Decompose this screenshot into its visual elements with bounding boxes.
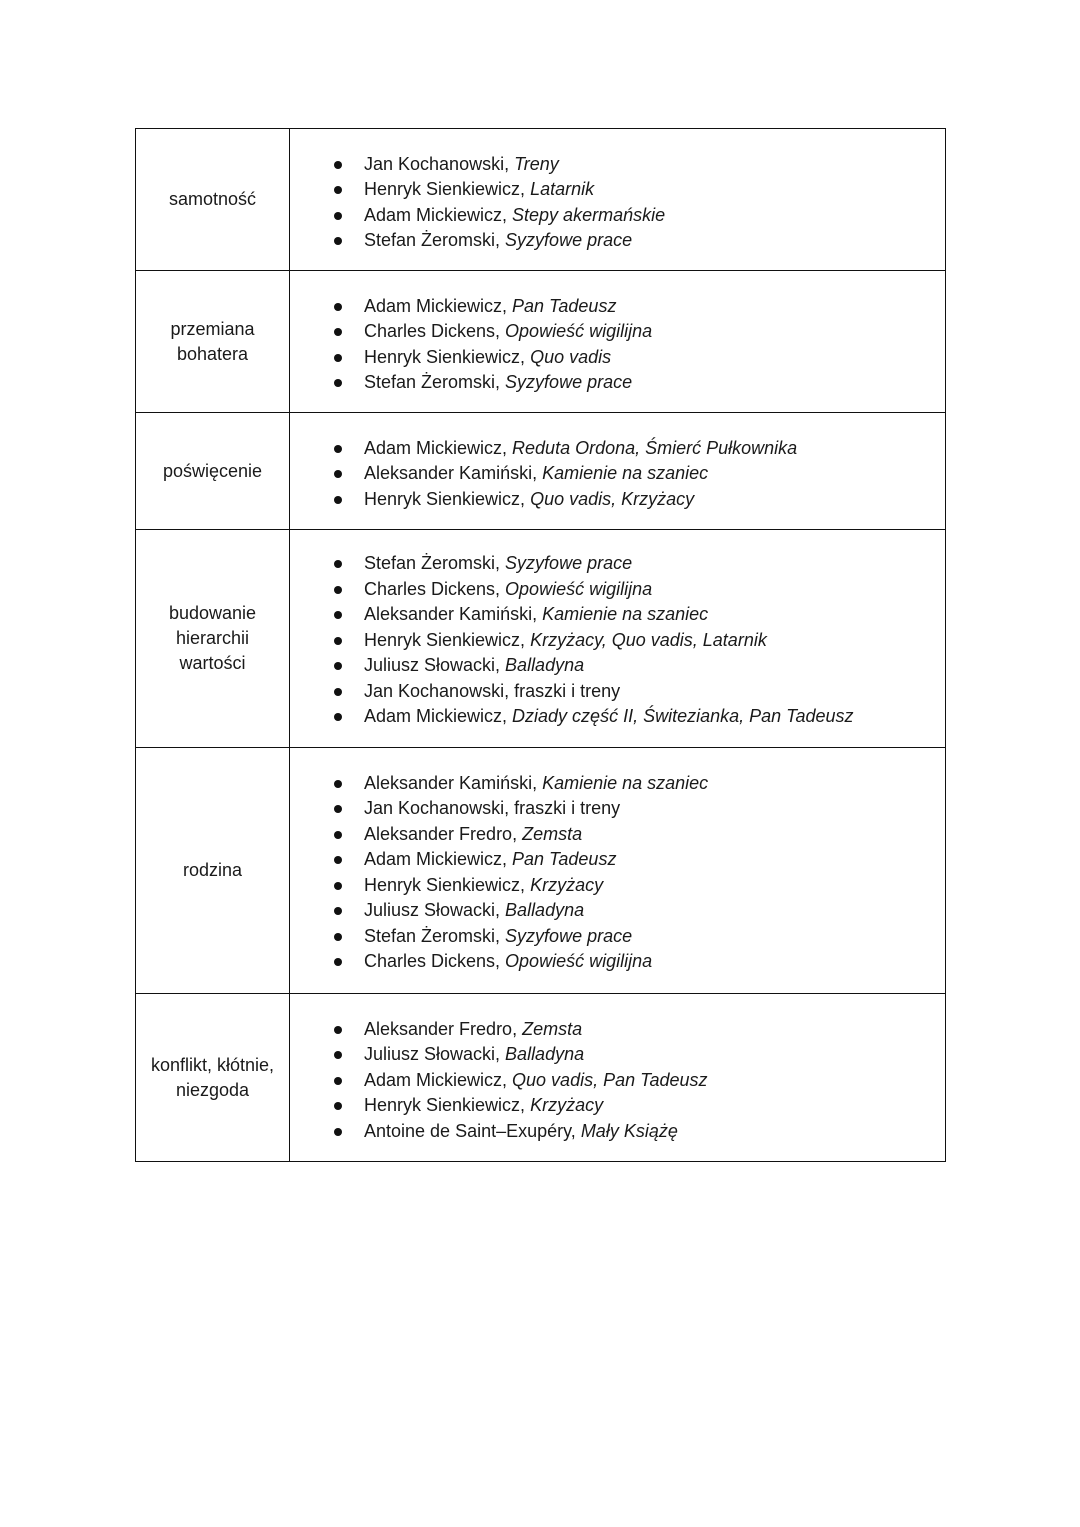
work-author: Aleksander Fredro,: [364, 1018, 523, 1039]
table-row: [136, 271, 946, 413]
work-author: Charles Dickens,: [364, 578, 506, 599]
works-list: [290, 547, 945, 730]
work-title: Reduta Ordona, Śmierć Pułkownika: [512, 437, 798, 458]
list-item: [334, 577, 945, 603]
bullet-icon: [334, 445, 342, 453]
topic-cell: [136, 413, 290, 530]
bullet-icon: [334, 212, 342, 220]
bullet-icon: [334, 688, 342, 696]
list-item: [334, 949, 945, 975]
list-item: [334, 228, 945, 254]
list-item: [334, 1093, 945, 1119]
bullet-icon: [334, 470, 342, 478]
bullet-icon: [334, 354, 342, 362]
work-author: Adam Mickiewicz,: [364, 849, 513, 869]
bullet-icon: [334, 303, 342, 311]
list-item: [334, 653, 945, 679]
bullet-icon: [334, 933, 342, 941]
topic-cell: [136, 271, 290, 413]
work-title: Latarnik: [530, 179, 595, 199]
bullet-icon: [334, 831, 342, 839]
work-title: Kamienie na szaniec: [542, 463, 709, 484]
work-title: Dziady część II, Świtezianka, Pan Tadeusz: [512, 706, 854, 727]
work-author: Aleksander Fredro,: [364, 823, 523, 844]
work-author: Antoine de Saint–Exupéry,: [364, 1120, 581, 1141]
list-item: [334, 1017, 945, 1043]
work-author: Juliusz Słowacki,: [364, 900, 506, 920]
table-row: [136, 413, 946, 530]
topic-cell: [136, 530, 290, 748]
work-title: Kamienie na szaniec: [542, 772, 709, 793]
work-title: Quo vadis, Krzyżacy: [530, 488, 695, 509]
topic-label: poświęcenie: [162, 460, 263, 481]
bullet-icon: [334, 1102, 342, 1110]
list-item: [334, 461, 945, 487]
work-title: Balladyna: [505, 655, 585, 676]
bullet-icon: [334, 1128, 342, 1136]
list-item: [334, 294, 945, 320]
work-author: Juliusz Słowacki,: [364, 1044, 506, 1065]
bullet-icon: [334, 186, 342, 194]
bullet-icon: [334, 379, 342, 387]
work-title: Opowieść wigilijna: [505, 951, 653, 971]
works-list: [290, 1011, 945, 1145]
topic-cell: [136, 748, 290, 994]
work-author: Henryk Sienkiewicz,: [364, 179, 531, 199]
work-title: Stepy akermańskie: [512, 204, 666, 225]
works-cell: [290, 129, 946, 271]
work-title: Krzyżacy, Quo vadis, Latarnik: [530, 629, 767, 650]
work-title: Syzyfowe prace: [505, 372, 633, 392]
list-item: [334, 628, 945, 654]
works-cell: [290, 994, 946, 1162]
work-author: Henryk Sienkiewicz,: [364, 874, 531, 895]
list-item: [334, 771, 945, 797]
list-item: [334, 1119, 945, 1145]
bullet-icon: [334, 907, 342, 915]
work-title: Syzyfowe prace: [505, 553, 633, 574]
bullet-icon: [334, 958, 342, 966]
bullet-icon: [334, 237, 342, 245]
list-item: [334, 679, 945, 705]
table-row: [136, 748, 946, 994]
work-title: Balladyna: [505, 900, 585, 920]
work-author: Juliusz Słowacki,: [364, 655, 506, 676]
list-item: [334, 847, 945, 873]
work-author: Jan Kochanowski, fraszki i treny: [364, 680, 621, 701]
works-list: [290, 146, 945, 254]
bullet-icon: [334, 560, 342, 568]
list-item: [334, 602, 945, 628]
list-item: [334, 1068, 945, 1094]
work-author: Charles Dickens,: [364, 321, 506, 341]
works-list: [290, 767, 945, 975]
work-author: Aleksander Kamiński,: [364, 604, 543, 625]
work-title: Pan Tadeusz: [512, 849, 617, 869]
list-item: [334, 203, 945, 229]
work-title: Zemsta: [522, 823, 583, 844]
list-item: [334, 822, 945, 848]
bullet-icon: [334, 780, 342, 788]
works-list: [290, 430, 945, 513]
work-title: Pan Tadeusz: [512, 295, 617, 316]
works-list: [290, 288, 945, 396]
work-author: Stefan Żeromski,: [364, 553, 506, 574]
work-author: Henryk Sienkiewicz,: [364, 488, 531, 509]
list-item: [334, 704, 945, 730]
table-row: [136, 530, 946, 748]
bullet-icon: [334, 161, 342, 169]
work-author: Adam Mickiewicz,: [364, 706, 513, 727]
list-item: [334, 152, 945, 178]
work-author: Stefan Żeromski,: [364, 230, 506, 250]
works-cell: [290, 271, 946, 413]
list-item: [334, 924, 945, 950]
work-author: Henryk Sienkiewicz,: [364, 1095, 531, 1116]
works-cell: [290, 413, 946, 530]
bullet-icon: [334, 713, 342, 721]
work-author: Aleksander Kamiński,: [364, 463, 543, 484]
work-author: Henryk Sienkiewicz,: [364, 346, 531, 367]
work-title: Balladyna: [505, 1044, 585, 1065]
list-item: [334, 177, 945, 203]
bullet-icon: [334, 1077, 342, 1085]
work-author: Jan Kochanowski, fraszki i treny: [364, 798, 621, 818]
topic-label: samotność: [168, 189, 257, 209]
topic-label: konflikt, kłótnie, niezgoda: [150, 1054, 275, 1100]
work-author: Adam Mickiewicz,: [364, 437, 513, 458]
bullet-icon: [334, 611, 342, 619]
topic-cell: [136, 129, 290, 271]
work-title: Krzyżacy: [530, 1095, 604, 1116]
work-author: Adam Mickiewicz,: [364, 295, 513, 316]
work-title: Krzyżacy: [530, 874, 604, 895]
bullet-icon: [334, 1026, 342, 1034]
bullet-icon: [334, 328, 342, 336]
work-title: Zemsta: [522, 1018, 583, 1039]
list-item: [334, 436, 945, 462]
work-title: Quo vadis, Pan Tadeusz: [512, 1069, 708, 1090]
list-item: [334, 487, 945, 513]
list-item: [334, 873, 945, 899]
bullet-icon: [334, 496, 342, 504]
topics-table: [135, 128, 946, 1162]
topic-label: budowanie hierarchii wartości: [168, 603, 257, 673]
list-item: [334, 898, 945, 924]
list-item: [334, 319, 945, 345]
work-title: Treny: [514, 153, 559, 174]
work-author: Charles Dickens,: [364, 951, 506, 971]
work-title: Opowieść wigilijna: [505, 321, 653, 341]
work-title: Syzyfowe prace: [505, 230, 633, 250]
work-author: Stefan Żeromski,: [364, 925, 506, 946]
work-author: Henryk Sienkiewicz,: [364, 629, 531, 650]
bullet-icon: [334, 637, 342, 645]
table-row: [136, 129, 946, 271]
work-author: Stefan Żeromski,: [364, 372, 506, 392]
work-title: Mały Książę: [580, 1120, 678, 1141]
works-cell: [290, 748, 946, 994]
work-author: Adam Mickiewicz,: [364, 204, 513, 225]
bullet-icon: [334, 882, 342, 890]
table-row: [136, 994, 946, 1162]
topic-cell: [136, 994, 290, 1162]
bullet-icon: [334, 805, 342, 813]
work-author: Adam Mickiewicz,: [364, 1069, 513, 1090]
list-item: [334, 551, 945, 577]
bullet-icon: [334, 662, 342, 670]
bullet-icon: [334, 586, 342, 594]
list-item: [334, 1042, 945, 1068]
bullet-icon: [334, 856, 342, 864]
list-item: [334, 370, 945, 396]
work-title: Opowieść wigilijna: [505, 578, 653, 599]
topic-label: przemiana bohatera: [170, 318, 255, 364]
work-title: Syzyfowe prace: [505, 925, 633, 946]
list-item: [334, 345, 945, 371]
work-title: Quo vadis: [530, 346, 612, 367]
work-author: Aleksander Kamiński,: [364, 772, 543, 793]
list-item: [334, 796, 945, 822]
topic-label: rodzina: [182, 860, 243, 880]
work-title: Kamienie na szaniec: [542, 604, 709, 625]
work-author: Jan Kochanowski,: [364, 153, 515, 174]
works-cell: [290, 530, 946, 748]
bullet-icon: [334, 1051, 342, 1059]
